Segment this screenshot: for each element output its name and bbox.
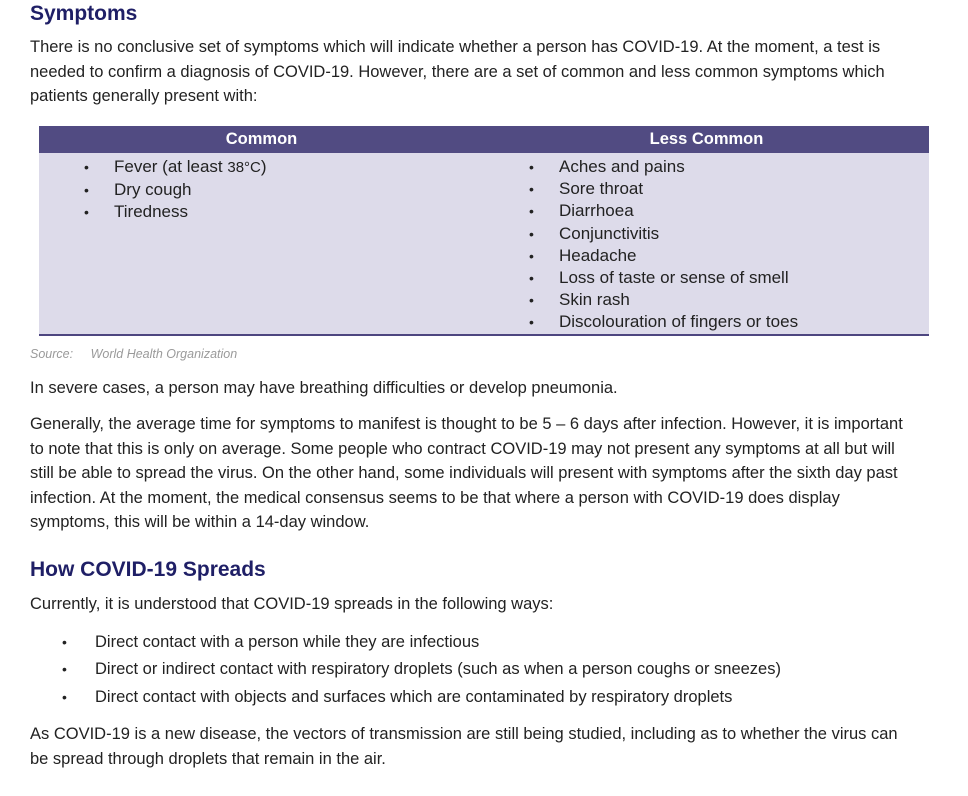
symptoms-table-header <box>39 126 929 153</box>
table-source-note <box>30 346 237 362</box>
onset-paragraph: Generally, the average time for symptoms to manifest is thought to be 5 – 6 days after infection. However, it is important to note that this is only on average. Some people who contract COVID-19 may not present any symptoms at all but will still be able to spread the virus. On the other hand, some individuals will present with symptoms after the sixth day past infection. At the moment, the medical consensus seems to be that where a person with COVID-19 does display symptoms, this will be within a 14-day window. <box>30 415 903 531</box>
header-less-common: Less Common <box>649 130 764 148</box>
spread-heading: How COVID-19 Spreads <box>30 558 266 581</box>
symptoms-intro-paragraph: There is no conclusive set of symptoms which will indicate whether a person has COVID-19. At the moment, a test is needed to confirm a diagnosis of COVID-19. However, there are a set of common and less common symptoms which patients generally present with: <box>30 38 885 105</box>
dry-cough-text: Dry cough <box>114 180 192 200</box>
less-common-column <box>484 156 929 334</box>
symptoms-table <box>39 126 929 336</box>
spread-ways-list <box>30 629 910 711</box>
list-item: • Aches and pains <box>529 156 929 178</box>
list-item: • Sore throat <box>529 178 929 200</box>
symptoms-heading: Symptoms <box>30 2 138 25</box>
source-value: World Health Organization <box>90 347 238 361</box>
common-symptoms-list <box>39 156 484 224</box>
source-label: Source: <box>30 347 74 361</box>
list-item: • Discolouration of fingers or toes <box>529 311 929 333</box>
tiredness-text: Tiredness <box>114 202 189 222</box>
fever-temperature: 38°C <box>227 159 261 176</box>
list-item: • Skin rash <box>529 289 929 311</box>
list-item: • Headache <box>529 245 929 267</box>
list-item: • Loss of taste or sense of smell <box>529 267 929 289</box>
list-item <box>84 156 484 179</box>
less-common-symptoms-list <box>484 156 929 334</box>
spread-intro-paragraph: Currently, it is understood that COVID-19 spreads in the following ways: <box>30 595 554 613</box>
header-common: Common <box>225 130 298 148</box>
severe-cases-paragraph: In severe cases, a person may have breathing difficulties or develop pneumonia. <box>30 379 618 397</box>
fever-text-tail: ) <box>260 157 267 176</box>
list-item <box>84 179 484 201</box>
fever-text: Fever (at least <box>114 157 228 176</box>
common-column <box>39 156 484 334</box>
list-item: • Direct contact with objects and surfaces which are contaminated by respiratory droplets <box>30 684 910 711</box>
list-item: • Direct or indirect contact with respiratory droplets (such as when a person coughs or sneezes) <box>30 656 910 683</box>
symptoms-table-body <box>39 153 929 334</box>
list-item: • Direct contact with a person while they are infectious <box>30 629 910 656</box>
closing-paragraph: As COVID-19 is a new disease, the vectors of transmission are still being studied, including as to whether the virus can be spread through droplets that remain in the air. <box>30 725 898 768</box>
list-item: • Conjunctivitis <box>529 223 929 245</box>
list-item: • Diarrhoea <box>529 200 929 222</box>
list-item <box>84 201 484 223</box>
